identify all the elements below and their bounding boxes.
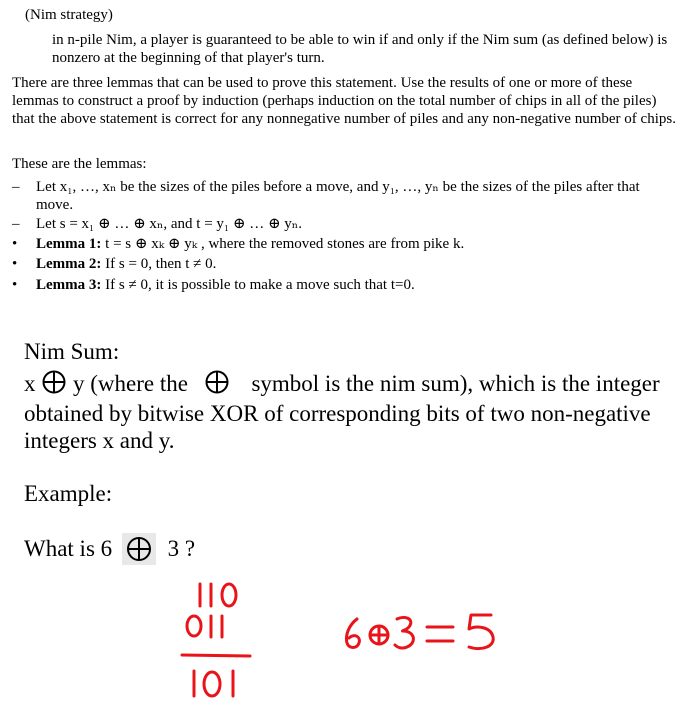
handwritten-result [194,671,233,696]
circled-plus-icon [122,533,156,565]
handwritten-row-2 [187,616,222,637]
dash-marker: – [12,179,20,195]
definition-part-2: symbol is the nim sum), which is the integer obtained by bitwise XOR of corresponding bits of two non-negative integers x and y. [24,371,660,453]
nim-sum-heading: Nim Sum: [24,339,120,364]
definition-part-1: y (where the [73,371,188,396]
bullet-marker: • [12,236,18,252]
digit-5 [469,615,493,649]
digit-6 [346,619,359,648]
list-item-text: Let x₁, …, xₙ be the sizes of the piles before a move, and y₁, …, yₙ be the sizes of the piles after that move. [36,179,640,213]
nim-sum-definition [24,368,674,454]
circled-plus-icon [370,626,388,644]
lemma-2-text: Lemma 2: If s = 0, then t ≠ 0. [36,256,217,272]
lemmas-heading: These are the lemmas: [12,156,147,172]
question-before: What is 6 [24,536,113,561]
list-item-text: Let s = x₁ ⊕ … ⊕ xₙ, and t = y₁ ⊕ … ⊕ yₙ. [36,216,303,232]
digit-3 [395,617,413,648]
page-title: (Nim strategy) [25,7,113,23]
example-heading: Example: [24,481,113,506]
example-question [24,533,195,565]
lemma-3-text: Lemma 3: If s ≠ 0, it is possible to make a move such that t=0. [36,277,415,293]
var-x: x [24,371,36,396]
question-after: 3 ? [167,536,196,561]
bullet-marker: • [12,277,18,293]
dash-marker: – [12,216,20,232]
lemma-intro-paragraph: There are three lemmas that can be used to prove this statement. Use the results of one or more of these lemmas to construct a proof by induction (perhaps induction on the total number of chips in all of the piles) that the above statement is correct for any nonnegative number of piles and any non-negative number of chips. [12,75,676,127]
handwritten-binary-work [170,570,270,720]
handwritten-equation [335,605,545,655]
handwritten-row-1 [200,584,236,606]
bullet-marker: • [12,256,18,272]
sum-line [182,655,250,656]
intro-paragraph: in n-pile Nim, a player is guaranteed to be able to win if and only if the Nim sum (as defined below) is nonzero at the beginning of that player's turn. [52,32,668,66]
lemma-1-text: Lemma 1: t = s ⊕ xₖ ⊕ yₖ , where the removed stones are from pike k. [36,236,465,252]
circled-plus-icon [41,368,67,400]
circled-plus-icon [202,368,232,400]
